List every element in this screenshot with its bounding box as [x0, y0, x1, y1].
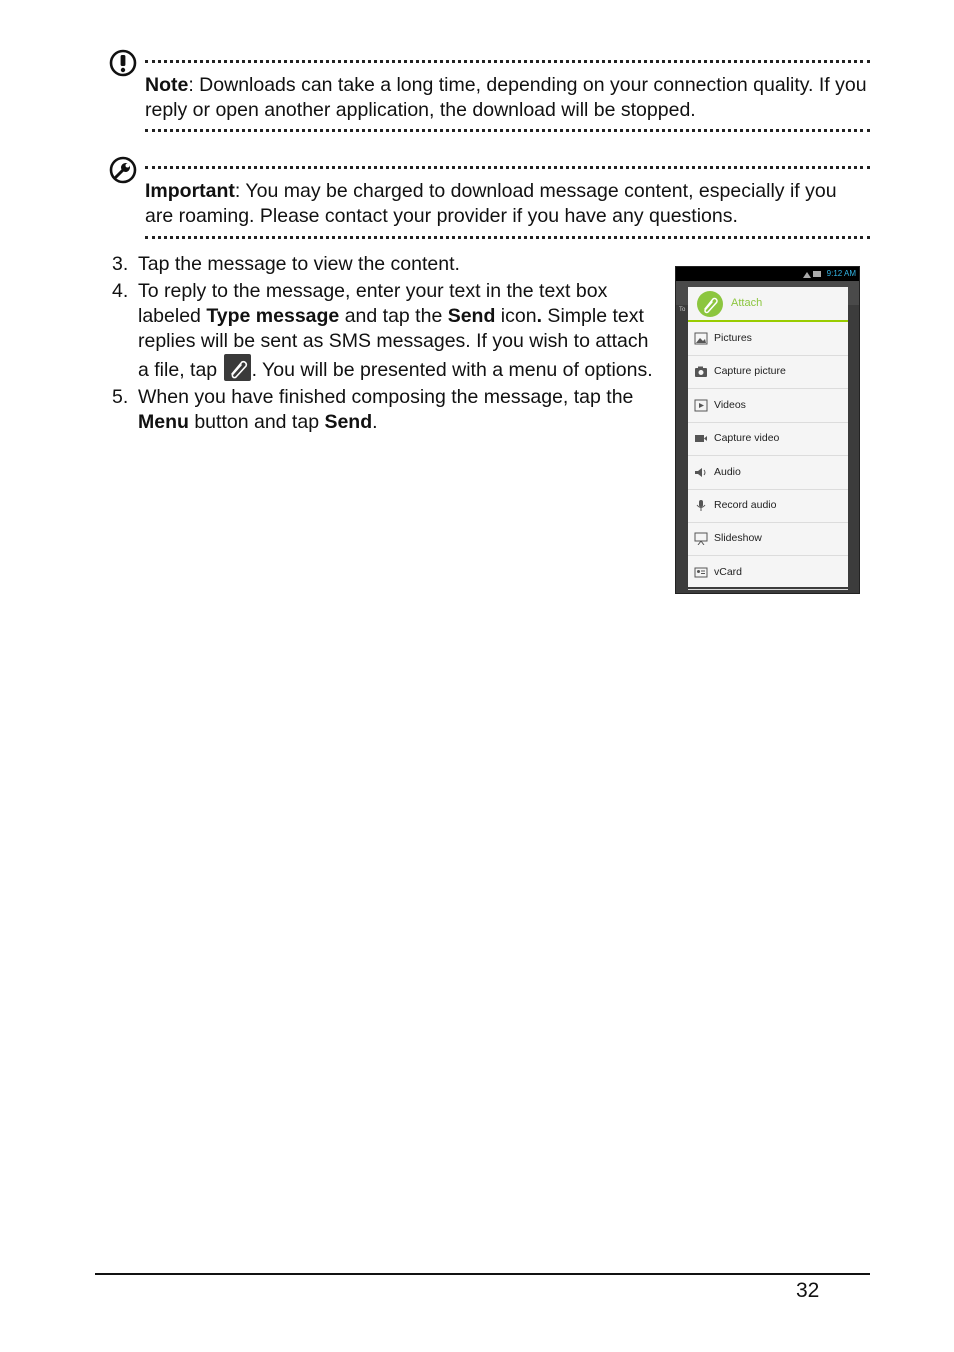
steps-list: [108, 252, 656, 435]
attach-dialog: [688, 287, 848, 587]
paperclip-icon: [697, 291, 723, 317]
note-top-divider: [145, 60, 870, 63]
attach-dialog-title: Attach: [731, 297, 763, 309]
attach-menu-item-label: Videos: [714, 398, 746, 411]
attach-menu-item[interactable]: [688, 355, 848, 389]
step-bold-text: Type message: [206, 305, 340, 327]
exclamation-circle-icon: [109, 49, 135, 75]
step-5: [108, 385, 656, 435]
step-number: 5.: [112, 386, 129, 408]
camera-icon: [694, 365, 708, 378]
important-label: Important: [145, 180, 235, 202]
step-text: button and tap: [188, 411, 325, 433]
to-label: To: [679, 307, 686, 313]
attach-menu-item[interactable]: [688, 322, 848, 356]
step-4: [108, 279, 656, 383]
step-bold-text: Menu: [138, 411, 189, 433]
attach-menu-item-label: Slideshow: [714, 532, 762, 545]
attach-menu-item[interactable]: [688, 522, 848, 556]
step-3: [108, 252, 656, 277]
status-bar: [676, 267, 859, 281]
step-text: . You will be presented with a menu of options.: [251, 359, 653, 381]
step-text: When you have finished composing the message, tap the: [138, 386, 634, 408]
important-top-divider: [145, 166, 870, 169]
step-text: and tap the: [339, 305, 448, 327]
attach-menu-item-label: Capture picture: [714, 365, 786, 378]
step-number: 3.: [112, 253, 129, 275]
step-number: 4.: [112, 280, 129, 302]
vcard-icon: [694, 566, 708, 579]
step-bold-text: Send: [447, 305, 496, 327]
note-text: [145, 73, 870, 123]
page-number: 32: [796, 1279, 820, 1302]
attach-menu-item-label: Pictures: [714, 332, 752, 344]
attach-menu-item[interactable]: [688, 422, 848, 456]
wrench-circle-icon: [109, 156, 135, 182]
step-text: icon: [495, 305, 537, 327]
picture-icon: [694, 332, 708, 345]
video-camera-icon: [694, 432, 708, 445]
attach-dialog-header: [688, 287, 848, 322]
step-bold-text: .: [536, 305, 543, 327]
attach-menu-item[interactable]: [688, 389, 848, 423]
step-text: To reply to the message, enter your text in the text box labeled: [138, 280, 608, 327]
slideshow-icon: [694, 532, 708, 545]
speaker-icon: [694, 466, 708, 479]
important-body: : You may be charged to download message content, especially if you are roaming. Please contact your provider if you have any questions.: [145, 180, 837, 227]
attach-menu-item-label: Record audio: [714, 499, 777, 511]
step-text: .: [372, 411, 378, 433]
paperclip-icon: [224, 354, 251, 381]
phone-screenshot: [675, 266, 860, 594]
note-label: Note: [145, 74, 189, 96]
important-bottom-divider: [145, 236, 870, 239]
step-bold-text: Send: [324, 411, 373, 433]
microphone-icon: [694, 499, 708, 512]
step-text: Tap the message to view the content.: [138, 253, 460, 275]
note-body: : Downloads can take a long time, depending on your connection quality. If you reply or open another application, the download will be stopped.: [145, 74, 867, 121]
footer-rule: [95, 1273, 870, 1275]
signal-icon: [803, 270, 823, 278]
note-bottom-divider: [145, 129, 870, 132]
attach-menu-item-label: Audio: [714, 465, 741, 478]
important-text: [145, 179, 870, 229]
attach-menu-item-label: Capture video: [714, 432, 780, 445]
video-file-icon: [694, 399, 708, 412]
status-time: 9:12 AM: [826, 269, 856, 278]
attach-menu-item-label: vCard: [714, 565, 743, 578]
attach-menu-item[interactable]: [688, 556, 848, 590]
step-text: Simple text replies will be sent as SMS messages. If you wish to attach a file, tap: [138, 305, 649, 381]
attach-menu-item[interactable]: [688, 456, 848, 490]
attach-menu-item[interactable]: [688, 489, 848, 523]
